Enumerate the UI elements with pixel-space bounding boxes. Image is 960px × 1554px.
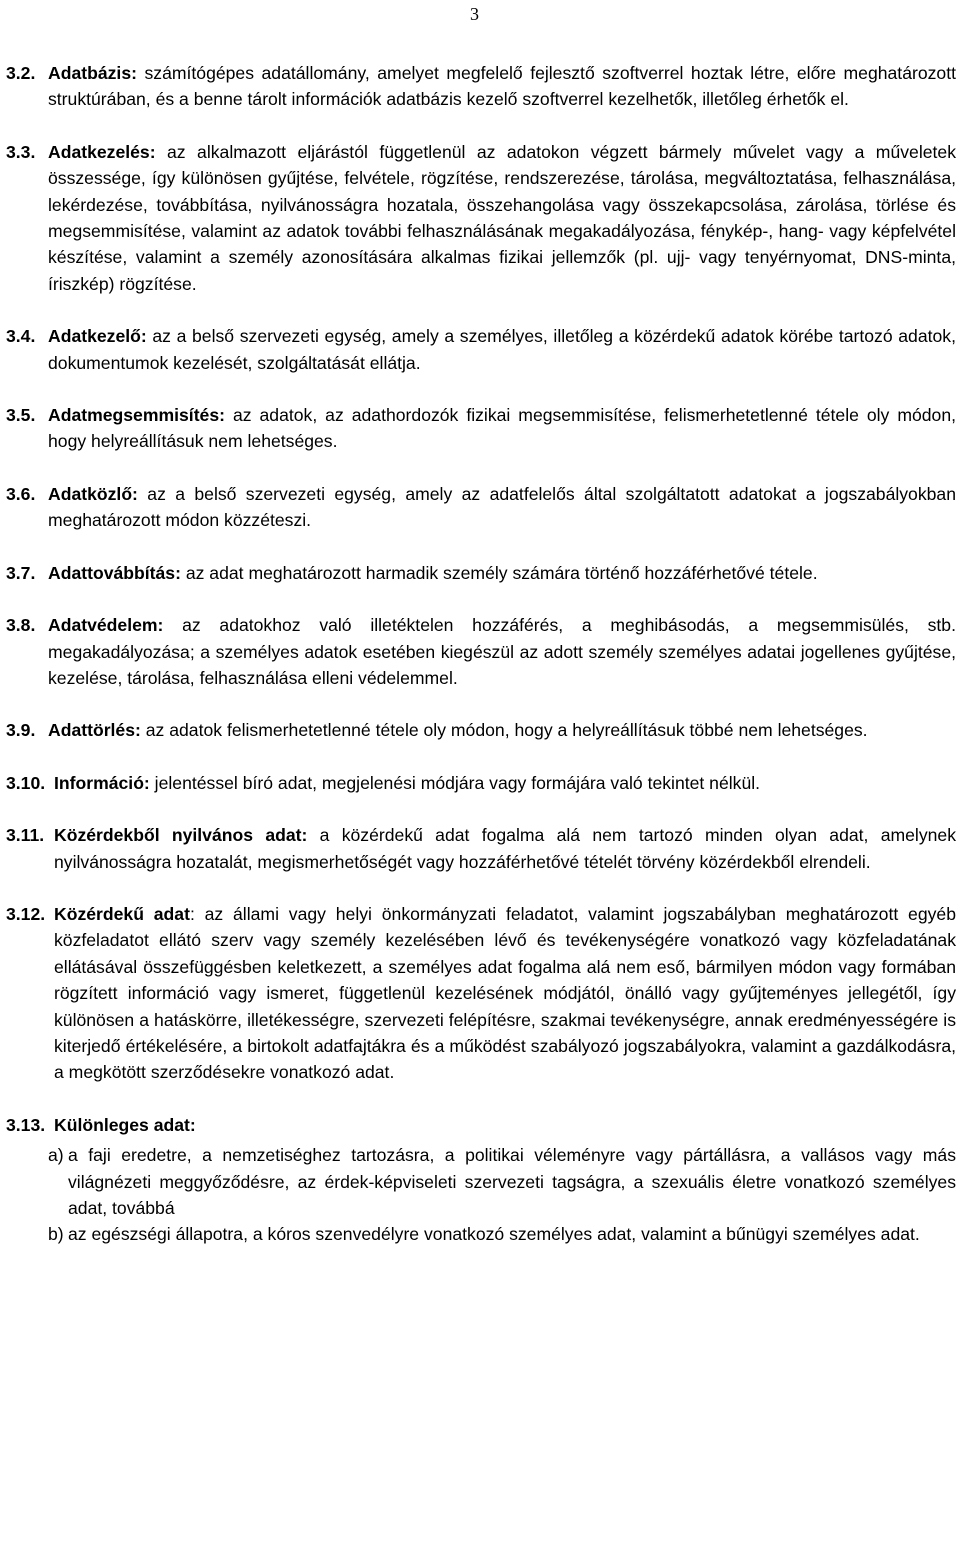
section-number: 3.7. <box>6 562 36 583</box>
term: Közérdekű adat <box>54 903 190 924</box>
definition-3-9 <box>6 717 956 743</box>
definition-3-10 <box>6 770 956 796</box>
definition-text: az adat meghatározott harmadik személy számára történő hozzáférhetővé tétele. <box>180 562 818 583</box>
document-body <box>6 60 956 1248</box>
definition-text: az adatokhoz való illetéktelen hozzáférés, a meghibásodás, a megsemmisülés, stb. megakadályozása; a személyes adatok esetében kiegészül az adott személy személyes adatai jogellenes gyűjtése, kezelése, tárolása, felhasználása elleni védelemmel. <box>48 615 956 688</box>
section-number: 3.2. <box>6 63 36 83</box>
definition-3-7 <box>6 560 956 586</box>
definition-text: az alkalmazott eljárástól függetlenül az adatokon végzett bármely művelet vagy a műveletek összessége, így különösen gyűjtése, felvétele, rögzítése, rendszerezése, tárolása, megváltoztatása, felhasználása, lekérdezése, továbbítása, nyilvánosságra hozatala, összehangolása vagy összekapcsolása, zárolása, törlése és megsemmisítése, valamint az adatok további felhasználásának megakadályozása, fénykép-, hang- vagy képfelvétel készítése, valamint a személy azonosítására alkalmas fizikai jellemzők (pl. ujj- vagy tenyérnyomat, DNS-minta, íriszkép) rögzítése. <box>48 141 956 294</box>
list-letter: b) <box>48 1224 64 1245</box>
special-data-list <box>6 1142 956 1248</box>
list-item <box>48 1142 956 1221</box>
section-number: 3.12. <box>6 903 46 924</box>
section-number: 3.9. <box>6 720 36 741</box>
definition-3-13 <box>6 1112 956 1138</box>
definition-3-6 <box>6 481 956 534</box>
section-number: 3.3. <box>6 141 36 162</box>
section-number: 3.13. <box>6 1114 46 1135</box>
definition-3-3 <box>6 139 956 297</box>
section-number: 3.4. <box>6 326 36 347</box>
definition-text: számítógépes adatállomány, amelyet megfelelő fejlesztő szoftverrel hoztak létre, előre meghatározott struktúrában, és a benne tárolt információk adatbázis kezelő szoftverrel kezelhetők, illetőleg érhetők el. <box>48 63 956 110</box>
term: Adatvédelem: <box>48 615 164 636</box>
term: Információ: <box>54 772 150 793</box>
term: Különleges adat: <box>54 1114 196 1135</box>
section-number: 3.5. <box>6 405 36 426</box>
definition-text: a közérdekű adat fogalma alá nem tartozó minden olyan adat, amelynek nyilvánosságra hozatalát, megismerhetőségét vagy hozzáférhetővé tételét törvény közérdekből elrendeli. <box>54 825 957 872</box>
term: Adatmegsemmisítés: <box>48 405 225 426</box>
definition-3-2 <box>6 60 956 113</box>
list-text: a faji eredetre, a nemzetiséghez tartozásra, a politikai véleményre vagy pártállásra, a vallásos vagy más világnézeti meggyőződésre, az érdek-képviseleti szervezeti tagságra, a szexuális életre vonatkozó személyes adat, továbbá <box>68 1145 956 1218</box>
term: Közérdekből nyilvános adat: <box>54 825 308 846</box>
term: Adattörlés: <box>48 720 141 741</box>
section-number: 3.10. <box>6 772 46 793</box>
list-text: az egészségi állapotra, a kóros szenvedélyre vonatkozó személyes adat, valamint a bűnügyi személyes adat. <box>68 1224 920 1245</box>
definition-3-11 <box>6 822 956 875</box>
section-number: 3.11. <box>6 825 45 846</box>
definition-text: az adatok felismerhetetlenné tétele oly módon, hogy a helyreállításuk többé nem lehetséges. <box>140 720 868 741</box>
term: Adatközlő: <box>48 483 138 504</box>
term: Adatkezelés: <box>48 141 156 162</box>
definition-text: jelentéssel bíró adat, megjelenési módjára vagy formájára való tekintet nélkül. <box>149 772 761 793</box>
term: Adatkezelő: <box>48 326 147 347</box>
definition-3-8 <box>6 612 956 691</box>
definition-text: az a belső szervezeti egység, amely a személyes, illetőleg a közérdekű adatok körébe tartozó adatok, dokumentumok kezelését, szolgáltatását ellátja. <box>48 326 956 373</box>
section-number: 3.8. <box>6 615 36 636</box>
definition-3-4 <box>6 323 956 376</box>
list-item <box>48 1221 956 1247</box>
list-letter: a) <box>48 1145 64 1166</box>
term: Adattovábbítás: <box>48 562 181 583</box>
definition-text: az a belső szervezeti egység, amely az adatfelelős által szolgáltatott adatokat a jogszabályokban meghatározott módon közzéteszi. <box>48 483 956 531</box>
definition-text: : az állami vagy helyi önkormányzati feladatot, valamint jogszabályban meghatározott egyéb közfeladatot ellátó szerv vagy személy kezelésében lévő és tevékenységére vonatkozó vagy közfeladatának ellátásával összefüggésben keletkezett, a személyes adat fogalma alá nem eső, bármilyen módon vagy formában rögzített információ vagy ismeret, függetlenül kezelésének módjától, önálló vagy gyűjteményes jellegétől, így különösen a hatáskörre, illetékességre, szervezeti felépítésre, szakmai tevékenységre, annak eredményességére is kiterjedő értékelésére, a birtokolt adatfajtákra és a működést szabályozó jogszabályokra, valamint a gazdálkodásra, a megkötött szerződésekre vonatkozó adat. <box>54 903 956 1083</box>
definition-3-12 <box>6 901 956 1086</box>
definition-text: az adatok, az adathordozók fizikai megsemmisítése, felismerhetetlenné tétele oly módon, hogy helyreállításuk nem lehetséges. <box>48 405 956 452</box>
definition-3-5 <box>6 402 956 455</box>
term: Adatbázis: <box>48 63 137 83</box>
section-number: 3.6. <box>6 483 36 504</box>
page-number: 3 <box>470 4 479 24</box>
